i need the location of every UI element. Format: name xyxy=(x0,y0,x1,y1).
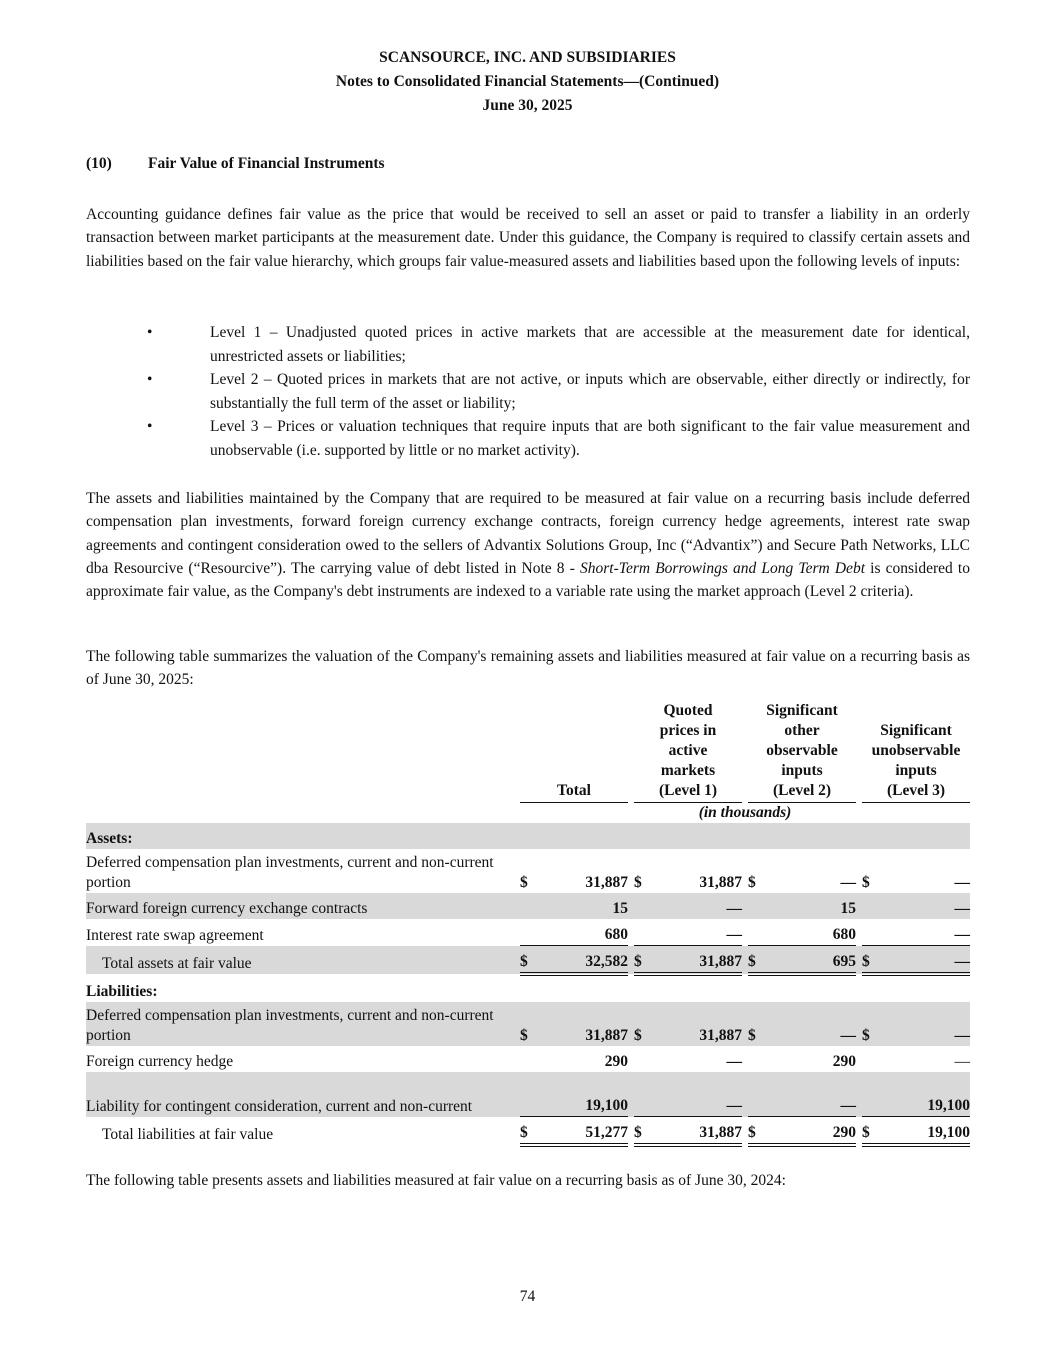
total-row-assets: Total assets at fair value $ 32,582 $ 31,887 $ 695 $ — xyxy=(86,946,970,975)
assets-paragraph-text: The assets and liabilities maintained by the Company that are required to be measured at fair value on a recurring basis include deferred compensation plan investments, forward foreign currency exchange contracts, foreign currency hedge agreements, interest rate swap agreements and contingent consideration owed to the sellers of Advantix Solutions Group, Inc (“Advantix”) and Secure Path Networks, LLC dba Resourcive (“Resourcive”). The carrying value of debt listed in Note 8 - xyxy=(86,490,970,577)
cell-level3: 19,100 xyxy=(880,1117,970,1146)
cell-level2: — xyxy=(840,874,856,891)
table-row xyxy=(86,1072,970,1117)
page-header xyxy=(0,46,1055,118)
bullet-text: Level 1 – Unadjusted quoted prices in active markets that are accessible at the measurement date for identical, unrestricted assets or liabilities; xyxy=(210,324,970,365)
cell-level1: — xyxy=(652,1072,742,1117)
cell-level3: — xyxy=(880,946,970,975)
column-header-total: Total xyxy=(520,701,628,803)
cell-total: 31,887 xyxy=(538,1002,628,1046)
bullet-icon: • xyxy=(147,418,153,435)
section-row-liabilities xyxy=(86,974,970,1002)
cell-level1: — xyxy=(726,1053,742,1070)
header-subtitle: Notes to Consolidated Financial Statements—(Continued) xyxy=(335,73,720,90)
next-table-intro: The following table presents assets and liabilities measured at fair value on a recurring basis as of June 30, 2024: xyxy=(86,1172,786,1189)
units-row xyxy=(86,803,970,824)
table-row xyxy=(86,893,970,919)
cell-level3: — xyxy=(954,874,970,891)
fair-value-table xyxy=(86,701,970,1147)
table-row: Deferred compensation plan investments, current and non-current portion $ 31,887 $ 31,887 $ — $ — xyxy=(86,1002,970,1046)
cell-level2: — xyxy=(766,1002,856,1046)
row-label: Assets: xyxy=(86,823,520,849)
cell-level1: — xyxy=(652,893,742,919)
cell-level2: — xyxy=(766,1072,856,1117)
cell-level2: 15 xyxy=(766,893,856,919)
cell-level1: 31,887 xyxy=(652,1117,742,1146)
table-row xyxy=(86,1046,970,1072)
cell-total: 51,277 xyxy=(538,1117,628,1146)
cell-level3: — xyxy=(880,893,970,919)
column-header-level3: Significant unobservable inputs (Level 3) xyxy=(862,701,970,803)
cell-level3: 19,100 xyxy=(880,1072,970,1117)
cell-level3: — xyxy=(880,1002,970,1046)
table-row: Deferred compensation plan investments, current and non-current portion $ 31,887 $ 31,887 $ — $ — xyxy=(86,849,970,893)
row-label: Total liabilities at fair value xyxy=(102,1126,274,1143)
company-name: SCANSOURCE, INC. AND SUBSIDIARIES xyxy=(379,49,676,66)
bullet-text: Level 3 – Prices or valuation techniques that require inputs that are both significant to the fair value measurement and unobservable (i.e. supported by little or no market activity). xyxy=(210,418,970,459)
cell-level2: 290 xyxy=(832,1053,856,1070)
table-intro-paragraph: The following table summarizes the valuation of the Company's remaining assets and liabilities measured at fair value on a recurring basis as of June 30, 2025: xyxy=(86,648,970,689)
row-label: Foreign currency hedge xyxy=(86,1053,234,1070)
assets-paragraph xyxy=(86,487,970,603)
section-heading: Fair Value of Financial Instruments xyxy=(148,155,385,172)
note-reference: Short-Term Borrowings and Long Term Debt xyxy=(580,559,865,577)
cell-level1: 31,887 xyxy=(699,874,742,891)
column-header-level2: Significant other observable inputs (Level 2) xyxy=(748,701,856,803)
cell-total: 32,582 xyxy=(538,946,628,975)
header-date: June 30, 2025 xyxy=(482,97,573,114)
total-row-liabilities: Total liabilities at fair value $ 51,277 $ 31,887 $ 290 $ 19,100 xyxy=(86,1117,970,1146)
units-label: (in thousands) xyxy=(698,804,792,821)
assets-paragraph-text-end: is considered to approximate fair value, as the Company's debt instruments are indexed to a variable rate using the market approach (Level 2 criteria). xyxy=(86,559,970,601)
row-label: Liabilities: xyxy=(86,983,158,1000)
cell-total: 680 xyxy=(538,919,628,946)
cell-total: 31,887 xyxy=(585,874,628,891)
bullet-icon: • xyxy=(147,371,153,388)
bullet-text: Level 2 – Quoted prices in markets that are not active, or inputs which are observable, either directly or indirectly, for substantially the full term of the asset or liability; xyxy=(210,371,970,412)
cell-level3: — xyxy=(880,919,970,946)
cell-level1: 31,887 xyxy=(652,1002,742,1046)
list-item xyxy=(86,415,970,462)
page-number: 74 xyxy=(519,1288,536,1305)
row-label: Deferred compensation plan investments, current and non-current portion xyxy=(86,854,494,891)
column-header-level1: Quoted prices in active markets (Level 1) xyxy=(634,701,742,803)
cell-level2: 290 xyxy=(766,1117,856,1146)
cell-level3: — xyxy=(954,1053,970,1070)
list-item xyxy=(86,321,970,368)
cell-total: 19,100 xyxy=(538,1072,628,1117)
row-label: Interest rate swap agreement xyxy=(86,926,264,944)
section-title xyxy=(86,155,385,173)
row-label: Total assets at fair value xyxy=(86,946,520,975)
cell-level1: 31,887 xyxy=(652,946,742,975)
row-label: Forward foreign currency exchange contracts xyxy=(86,893,520,919)
row-label: Liability for contingent consideration, current and non-current xyxy=(86,1072,520,1117)
row-label: Deferred compensation plan investments, current and non-current portion xyxy=(86,1002,520,1046)
table-row xyxy=(86,919,970,946)
list-item xyxy=(86,368,970,415)
levels-list xyxy=(86,321,970,462)
section-row-assets xyxy=(86,823,970,849)
cell-total: 290 xyxy=(604,1053,628,1070)
cell-level2: 695 xyxy=(766,946,856,975)
section-number: (10) xyxy=(86,155,112,172)
bullet-icon: • xyxy=(147,324,153,341)
intro-paragraph: Accounting guidance defines fair value as the price that would be received to sell an asset or paid to transfer a liability in an orderly transaction between market participants at the measurement date. Under this guidance, the Company is required to classify certain assets and liabilities based on the fair value hierarchy, which groups fair value-measured assets and liabilities based upon the following levels of inputs: xyxy=(86,206,970,270)
cell-level1: — xyxy=(652,919,742,946)
cell-total: 15 xyxy=(538,893,628,919)
table-header-row xyxy=(86,701,970,803)
cell-level2: 680 xyxy=(766,919,856,946)
